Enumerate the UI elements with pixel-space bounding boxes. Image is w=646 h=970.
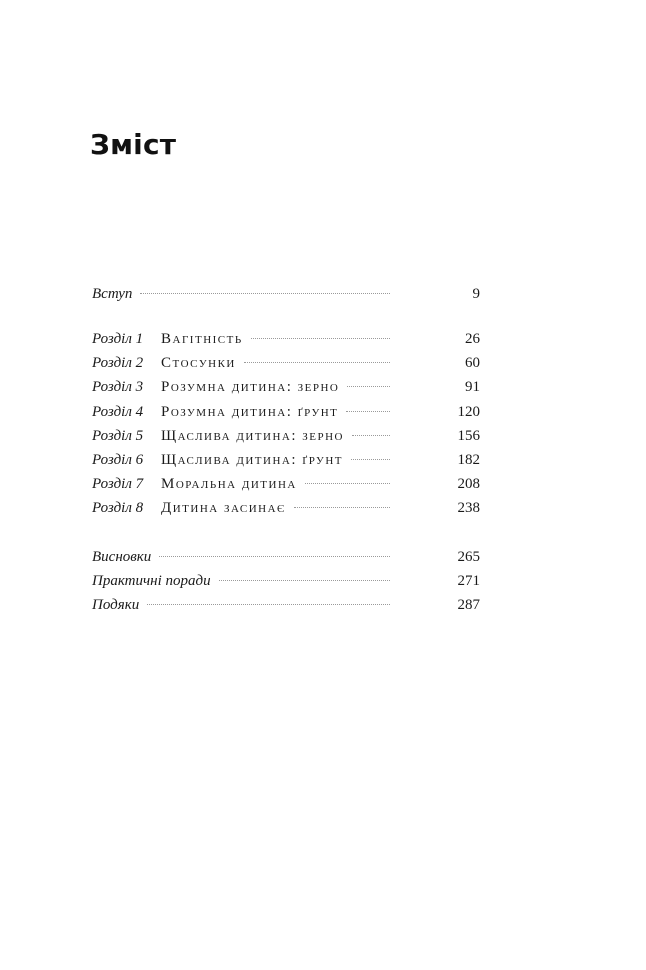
chapter-label: Розділ 7	[92, 476, 144, 493]
chapter-label: Розділ 1	[92, 331, 144, 347]
chapter-page: 238	[457, 500, 480, 517]
dot-leader	[347, 386, 390, 387]
toc-entry-label: Вступ	[92, 286, 133, 302]
toc-chapter-5[interactable]	[92, 428, 480, 452]
chapter-page: 182	[457, 451, 480, 468]
chapter-page: 26	[465, 331, 480, 347]
toc-chapter-7[interactable]	[92, 476, 480, 500]
toc-entry-conclusions[interactable]	[92, 549, 480, 573]
dot-leader	[294, 507, 390, 508]
dot-leader	[159, 556, 390, 557]
chapter-label: Розділ 5	[92, 427, 144, 444]
chapter-title: Щаслива дитина: ґрунт	[161, 451, 343, 468]
dot-leader	[305, 483, 390, 484]
toc-entry-label: Практичні поради	[92, 573, 211, 590]
chapter-label: Розділ 6	[92, 451, 144, 468]
chapter-title: Дитина засинає	[161, 500, 286, 517]
dot-leader	[346, 411, 390, 412]
toc-entry-page: 287	[457, 597, 480, 614]
toc-chapter-1[interactable]	[92, 331, 480, 355]
chapter-title: Вагітність	[161, 331, 243, 347]
dot-leader	[352, 435, 390, 436]
dot-leader	[219, 580, 390, 581]
toc-entry-page: 9	[472, 286, 480, 302]
toc-entry-page: 271	[457, 573, 480, 590]
toc-chapter-8[interactable]	[92, 500, 480, 524]
chapter-title: Розумна дитина: зерно	[161, 379, 340, 396]
chapter-label: Розділ 8	[92, 500, 144, 517]
chapter-page: 208	[457, 476, 480, 493]
chapter-title: Моральна дитина	[161, 476, 297, 493]
chapter-title: Стосунки	[161, 355, 236, 372]
dot-leader	[140, 293, 390, 294]
toc-chapter-2[interactable]	[92, 355, 480, 379]
toc-chapters-section	[92, 331, 480, 525]
chapter-page: 120	[457, 403, 480, 420]
chapter-page: 91	[465, 379, 480, 396]
dot-leader	[251, 338, 390, 339]
chapter-page: 60	[465, 355, 480, 372]
dot-leader	[351, 459, 390, 460]
chapter-label: Розділ 2	[92, 355, 144, 372]
toc-intro-section	[92, 286, 480, 310]
chapter-label: Розділ 3	[92, 379, 144, 396]
chapter-title: Щаслива дитина: зерно	[161, 427, 344, 444]
toc-entry-label: Подяки	[92, 597, 140, 614]
chapter-label: Розділ 4	[92, 403, 144, 420]
chapter-page: 156	[457, 427, 480, 444]
toc-entry-practical-tips[interactable]	[92, 573, 480, 597]
page-title: Зміст	[90, 128, 177, 161]
toc-chapter-6[interactable]	[92, 452, 480, 476]
toc-entry-page: 265	[457, 549, 480, 565]
dot-leader	[244, 362, 390, 363]
toc-back-matter-section	[92, 549, 480, 622]
toc-entry-label: Висновки	[92, 549, 152, 565]
toc-entry-acknowledgements[interactable]	[92, 597, 480, 621]
toc-chapter-4[interactable]	[92, 404, 480, 428]
toc-entry[interactable]	[92, 286, 480, 310]
dot-leader	[147, 604, 390, 605]
toc-chapter-3[interactable]	[92, 379, 480, 403]
chapter-title: Розумна дитина: ґрунт	[161, 403, 339, 420]
